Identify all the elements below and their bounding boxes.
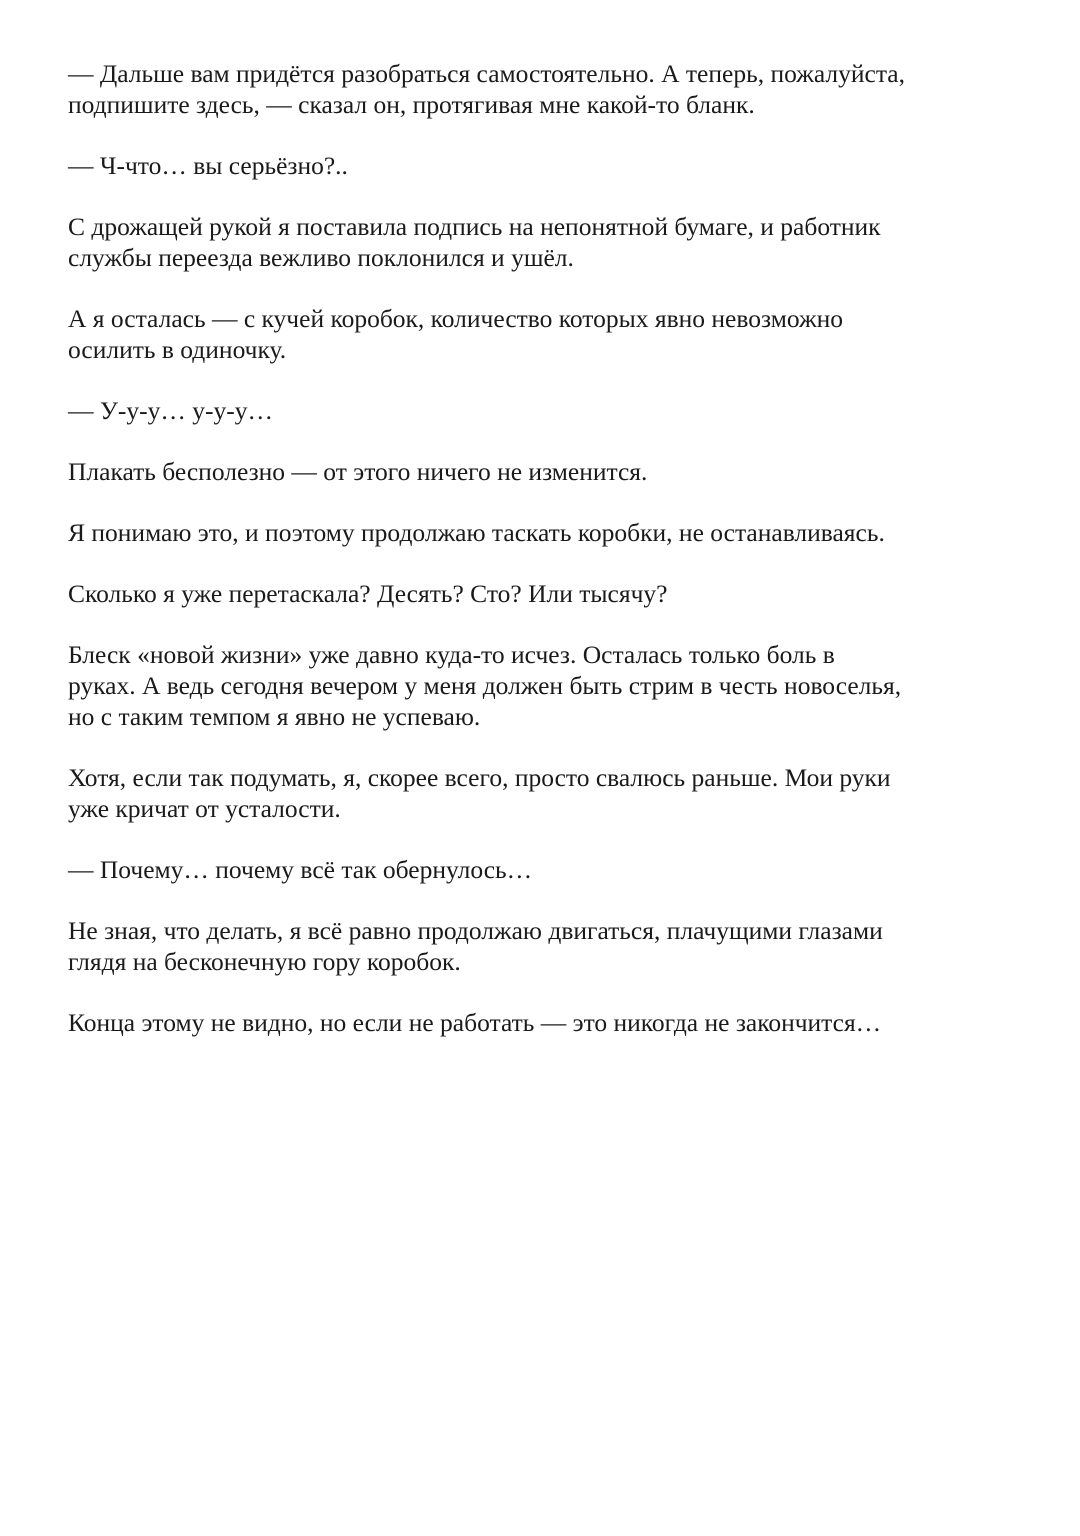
paragraph bbox=[68, 517, 1028, 548]
paragraph bbox=[68, 854, 1028, 885]
text-line: — Ч-что… вы серьёзно?.. bbox=[68, 151, 348, 180]
text-line: службы переезда вежливо поклонился и ушёл. bbox=[68, 243, 574, 272]
text-line: — Почему… почему всё так обернулось… bbox=[68, 855, 533, 884]
text-line: уже кричат от усталости. bbox=[68, 794, 341, 823]
paragraph bbox=[68, 456, 1028, 487]
text-line: А я осталась — с кучей коробок, количество которых явно невозможно bbox=[68, 304, 843, 333]
paragraph bbox=[68, 58, 1028, 120]
text-line: Сколько я уже перетаскала? Десять? Сто? Или тысячу? bbox=[68, 579, 668, 608]
text-line: Плакать бесполезно — от этого ничего не изменится. bbox=[68, 457, 648, 486]
text-line: Конца этому не видно, но если не работать — это никогда не закончится… bbox=[68, 1008, 882, 1037]
paragraph bbox=[68, 639, 1028, 732]
paragraph bbox=[68, 150, 1028, 181]
paragraph bbox=[68, 395, 1028, 426]
text-line: Хотя, если так подумать, я, скорее всего, просто свалюсь раньше. Мои руки bbox=[68, 763, 891, 792]
paragraph bbox=[68, 915, 1028, 977]
text-line: — Дальше вам придётся разобраться самостоятельно. А теперь, пожалуйста, bbox=[68, 59, 905, 88]
text-line: руках. А ведь сегодня вечером у меня должен быть стрим в честь новоселья, bbox=[68, 671, 902, 700]
text-line: — У-у-у… у-у-у… bbox=[68, 396, 274, 425]
text-line: Блеск «новой жизни» уже давно куда-то исчез. Осталась только боль в bbox=[68, 640, 835, 669]
text-line: С дрожащей рукой я поставила подпись на непонятной бумаге, и работник bbox=[68, 212, 881, 241]
paragraph bbox=[68, 1007, 1028, 1038]
text-line: но с таким темпом я явно не успеваю. bbox=[68, 702, 481, 731]
paragraph bbox=[68, 211, 1028, 273]
text-line: подпишите здесь, — сказал он, протягивая мне какой-то бланк. bbox=[68, 90, 755, 119]
paragraph bbox=[68, 303, 1028, 365]
text-line: Я понимаю это, и поэтому продолжаю таскать коробки, не останавливаясь. bbox=[68, 518, 885, 547]
paragraph bbox=[68, 762, 1028, 824]
paragraph bbox=[68, 578, 1028, 609]
text-line: осилить в одиночку. bbox=[68, 335, 287, 364]
text-line: глядя на бесконечную гору коробок. bbox=[68, 947, 461, 976]
document-body bbox=[68, 58, 1028, 1068]
text-line: Не зная, что делать, я всё равно продолжаю двигаться, плачущими глазами bbox=[68, 916, 883, 945]
